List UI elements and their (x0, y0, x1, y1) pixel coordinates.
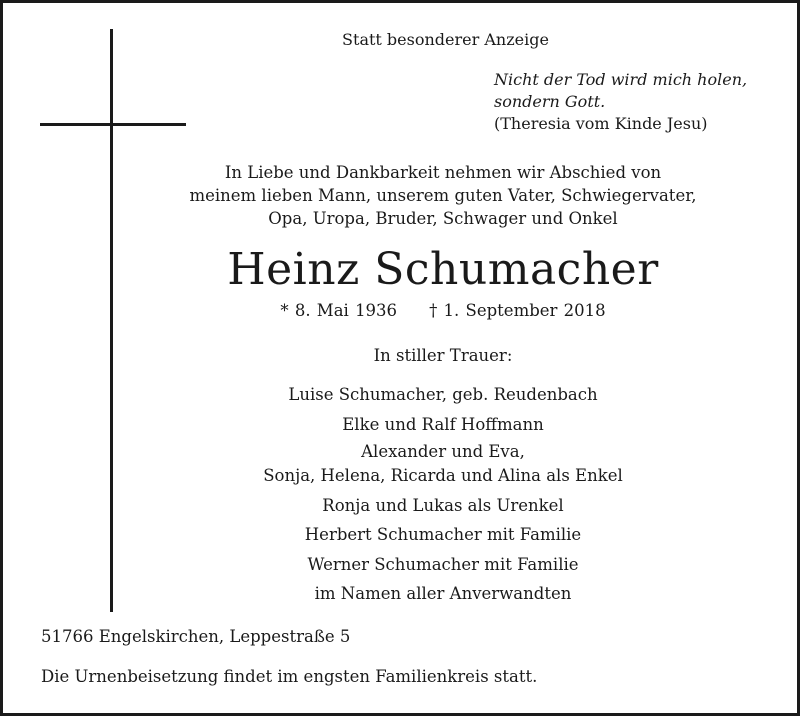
quote-line-2: sondern Gott. (494, 92, 606, 111)
quote-line-1: Nicht der Tod wird mich holen, (494, 70, 748, 89)
burial-notice: Die Urnenbeisetzung findet im engsten Familienkreis statt. (41, 667, 538, 686)
deceased-name: Heinz Schumacher (227, 244, 659, 295)
intro-text (143, 161, 743, 230)
intro-line-2: meinem lieben Mann, unserem guten Vater, Schwiegervater, (189, 186, 697, 205)
signer-line: Alexander und Eva, (361, 442, 525, 461)
birth-date: * 8. Mai 1936 (280, 301, 398, 320)
notice-header: Statt besonderer Anzeige (342, 30, 549, 49)
signer-line: Luise Schumacher, geb. Reudenbach (288, 385, 598, 404)
life-dates (143, 301, 743, 320)
signer-line: im Namen aller Anverwandten (314, 584, 572, 603)
intro-line-1: In Liebe und Dankbarkeit nehmen wir Abschied von (224, 163, 662, 182)
signer-line: Ronja und Lukas als Urenkel (322, 495, 564, 515)
quote-block (494, 69, 747, 135)
signer-line: Herbert Schumacher mit Familie (304, 525, 582, 544)
mourning-heading: In stiller Trauer: (373, 346, 513, 365)
cross-horizontal-bar (40, 123, 186, 126)
family-address: 51766 Engelskirchen, Leppestraße 5 (41, 627, 351, 646)
signer-line: Sonja, Helena, Ricarda und Alina als Enkel (263, 466, 623, 485)
cross-vertical-bar (110, 29, 113, 612)
quote-source: (Theresia vom Kinde Jesu) (494, 114, 708, 133)
signers-list (143, 380, 743, 609)
signer-line: Werner Schumacher mit Familie (307, 554, 579, 574)
death-date: † 1. September 2018 (429, 301, 606, 320)
signer-line: Elke und Ralf Hoffmann (342, 414, 544, 434)
intro-line-3: Opa, Uropa, Bruder, Schwager und Onkel (268, 209, 618, 228)
